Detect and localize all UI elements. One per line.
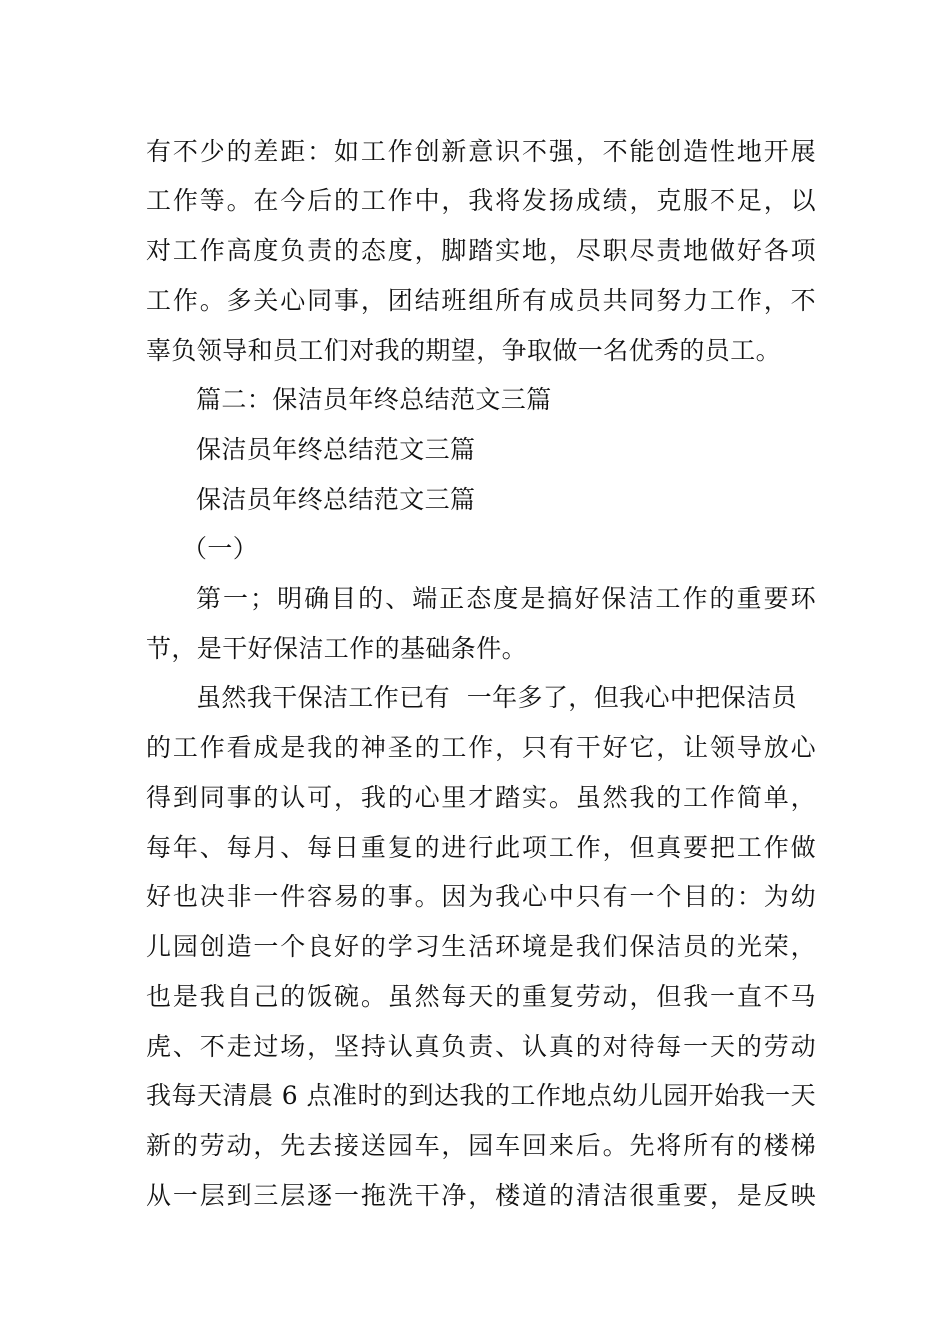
section-number: （一） (182, 534, 259, 563)
document-title: 保洁员年终总结范文三篇 (196, 435, 476, 464)
text-line: 辜负领导和员工们对我的期望，争取做一名优秀的员工。 (146, 336, 782, 365)
paragraph-start-line: 第一；明确目的、端正态度是搞好保洁工作的重要环 (196, 584, 816, 613)
text-line: 每年、每月、每日重复的进行此项工作，但真要把工作做 (146, 833, 816, 862)
text-line: 节，是干好保洁工作的基础条件。 (146, 634, 528, 663)
text-line: 新的劳动，先去接送园车，园车回来后。先将所有的楼梯 (146, 1131, 816, 1160)
text-line: 我每天清晨 6 点准时的到达我的工作地点幼儿园开始我一天 (146, 1081, 816, 1110)
paragraph-start-line: 虽然我干保洁工作已有 一年多了，但我心中把保洁员 (196, 683, 797, 712)
text-line: 的工作看成是我的神圣的工作，只有干好它，让领导放心 (146, 733, 816, 762)
text-line: 虎、不走过场，坚持认真负责、认真的对待每一天的劳动 (146, 1032, 816, 1061)
document-title: 保洁员年终总结范文三篇 (196, 485, 476, 514)
text-line: 也是我自己的饭碗。虽然每天的重复劳动，但我一直不马 (146, 982, 816, 1011)
text-line: 从一层到三层逐一拖洗干净，楼道的清洁很重要，是反映 (146, 1181, 816, 1210)
text-line: 有不少的差距：如工作创新意识不强，不能创造性地开展 (146, 137, 816, 166)
text-line: 儿园创造一个良好的学习生活环境是我们保洁员的光荣， (146, 932, 816, 961)
text-line: 工作。多关心同事，团结班组所有成员共同努力工作，不 (146, 286, 816, 315)
text-line: 对工作高度负责的态度，脚踏实地，尽职尽责地做好各项 (146, 236, 816, 265)
text-line: 工作等。在今后的工作中，我将发扬成绩，克服不足，以 (146, 186, 816, 215)
text-line: 好也决非一件容易的事。因为我心中只有一个目的：为幼 (146, 882, 816, 911)
section-heading: 篇二：保洁员年终总结范文三篇 (196, 385, 552, 414)
text-line: 得到同事的认可，我的心里才踏实。虽然我的工作简单， (146, 783, 816, 812)
